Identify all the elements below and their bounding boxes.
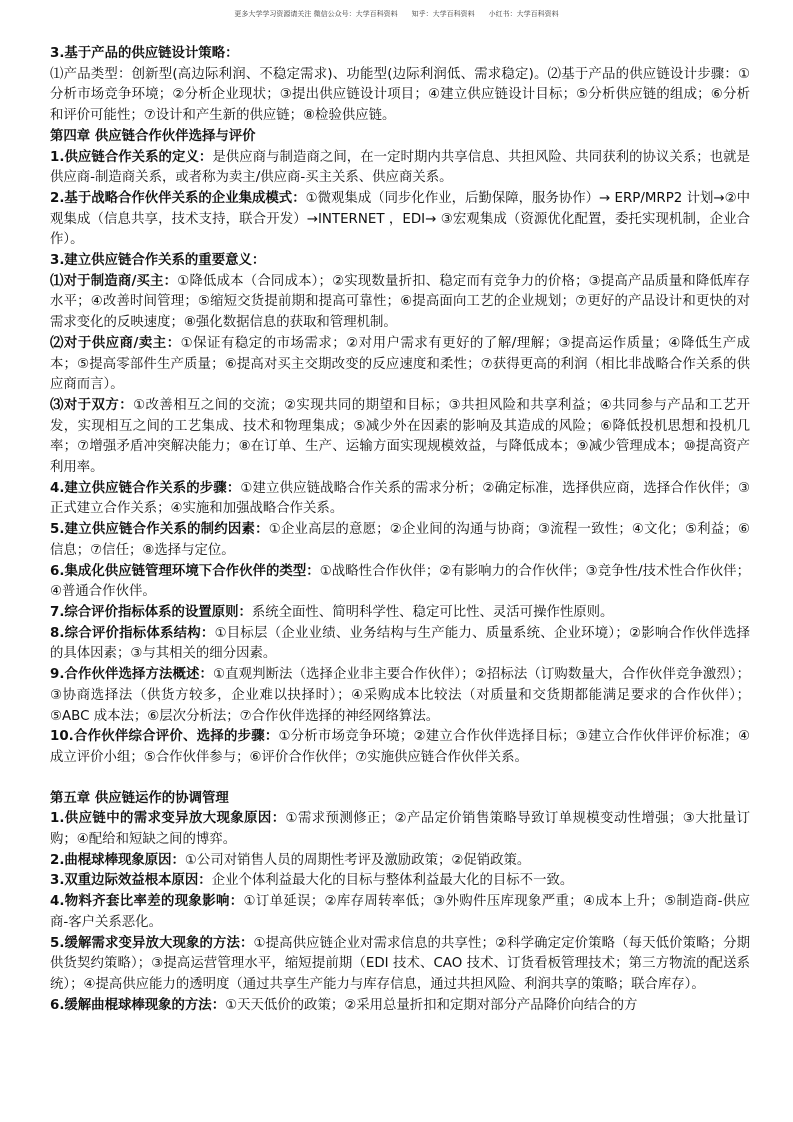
body-text: ①降低成本（合同成本）；②实现数量折扣、稳定而有竞争力的价格；③提高产品质量和降低库存水平；④改善时间管理；⑤缩短交货提前期和提高可靠性；⑥提高面向工艺的企业规划；⑦更好的产品设计和更快的对需求变化的反映速度；⑧强化数据信息的获取和管理机制。	[50, 273, 751, 331]
document-body	[50, 44, 750, 1016]
paragraph-2	[50, 65, 750, 127]
paragraph-23	[50, 934, 750, 996]
paragraph-13	[50, 603, 750, 624]
paragraph-1	[50, 44, 750, 65]
heading: 4.建立供应链合作关系的步骤：	[50, 480, 241, 496]
paragraph-16	[50, 727, 750, 768]
paragraph-4	[50, 148, 750, 189]
paragraph-7	[50, 272, 750, 334]
heading: 6.集成化供应链管理环境下合作伙伴的类型：	[50, 563, 320, 579]
heading: 7.综合评价指标体系的设置原则：	[50, 604, 252, 620]
heading: 5.建立供应链合作关系的制约因素：	[50, 522, 269, 538]
heading: ⑵对于供应商/卖主：	[50, 335, 181, 351]
heading: 2.基于战略合作伙伴关系的企业集成模式：	[50, 190, 306, 206]
paragraph-14	[50, 624, 750, 665]
body-text: ①企业高层的意愿；②企业间的沟通与协商；③流程一致性；④文化；⑤利益；⑥信息；⑦信任；⑧选择与定位。	[50, 522, 751, 558]
section-gap	[50, 769, 750, 789]
heading: 1.供应链中的需求变异放大现象原因：	[50, 811, 286, 827]
paragraph-22	[50, 892, 750, 933]
heading: 1.供应链合作关系的定义：	[50, 149, 213, 165]
body-text: ①天天低价的政策；②采用总量折扣和定期对部分产品降价向结合的方	[225, 997, 638, 1013]
body-text: ⑴产品类型：创新型(高边际利润、不稳定需求)、功能型(边际利润低、需求稳定)。⑵基于产品的供应链设计步骤：①分析市场竞争环境；②分析企业现状；③提出供应链设计项目；④建立供应链设计目标；⑤分析供应链的组成；⑥分析和评价可能性；⑦设计和产生新的供应链；⑧检验供应链。	[50, 66, 750, 124]
heading: 6.缓解曲棍球棒现象的方法：	[50, 997, 226, 1013]
body-text: 是供应商与制造商之间，在一定时期内共享信息、共担风险、共同获利的协议关系；也就是供应商-制造商关系，或者称为卖主/供应商-买主关系、供应商关系。	[50, 149, 751, 186]
paragraph-15	[50, 665, 750, 727]
paragraph-24	[50, 996, 750, 1017]
paragraph-21	[50, 871, 750, 892]
page-header: 更多大学学习资源请关注 微信公众号：大学百科资料 知乎：大学百科资料 小红书：大学百科资料	[234, 10, 559, 18]
body-text: ①直观判断法（选择企业非主要合作伙伴）；②招标法（订购数量大，合作伙伴竞争激烈）；③协商选择法（供货方较多，企业难以抉择时）；④采购成本比较法（对质量和交货期都能满足要求的合作伙伴）；⑤ABC 成本法；⑥层次分析法；⑦合作伙伴选择的神经网络算法。	[50, 667, 751, 724]
body-text: ①建立供应链战略合作关系的需求分析；②确定标准，选择供应商，选择合作伙伴；③正式建立合作关系；④实施和加强战略合作关系。	[50, 480, 750, 517]
heading: 10.合作伙伴综合评价、选择的步骤：	[50, 729, 279, 745]
heading: ⑶对于双方：	[50, 397, 134, 413]
paragraph-9	[50, 396, 750, 479]
paragraph-11	[50, 520, 750, 561]
body-text: ①需求预测修正；②产品定价销售策略导致订单规模变动性增强；③大批量订购；④配给和短缺之间的博弈。	[50, 811, 750, 848]
heading: 4.物料齐套比率差的现象影响：	[50, 894, 244, 910]
body-text: ①提高供应链企业对需求信息的共享性；②科学确定定价策略（每天低价策略；分期供货契约策略）；③提高运营管理水平，缩短提前期（EDI 技术、CAO 技术、订货看板管理技术；第三方物流的配送系统）；④提高供应能力的透明度（通过共享生产能力与库存信息，通过共担风险、利润共享的策略；联合库存）。	[50, 935, 751, 992]
body-text: 系统全面性、简明科学性、稳定可比性、灵活可操作性原则。	[251, 604, 614, 620]
body-text: 企业个体利益最大化的目标与整体利益最大化的目标不一致。	[211, 873, 574, 889]
heading: 3.基于产品的供应链设计策略：	[50, 46, 239, 61]
paragraph-20	[50, 851, 750, 872]
body-text: ①保证有稳定的市场需求；②对用户需求有更好的了解/理解；③提高运作质量；④降低生产成本；⑤提高零部件生产质量；⑥提高对买主交期改变的反应速度和柔性；⑦获得更高的利润（相比非战略合作关系的供应商而言）。	[50, 335, 750, 393]
body-text: ①改善相互之间的交流；②实现共同的期望和目标；③共担风险和共享利益；④共同参与产品和工艺开发，实现相互之间的工艺集成、技术和物理集成；⑤减少外在因素的影响及其造成的风险；⑥降低投机思想和投机几率；⑦增强矛盾冲突解决能力；⑧在订单、生产、运输方面实现规模效益，与降低成本；⑨减少管理成本；⑩提高资产利用率。	[50, 397, 751, 476]
body-text: ①微观集成（同步化作业，后勤保障，服务协作）→ ERP/MRP2 计划→②中观集成（信息共享，技术支持，联合开发）→INTERNET ，EDI→ ③宏观集成（资源优化配置，委托实现机制，企业合作）。	[50, 190, 750, 248]
paragraph-10	[50, 479, 750, 520]
chapter-4-title: 第四章 供应链合作伙伴选择与评价	[50, 128, 256, 144]
paragraph-12	[50, 562, 750, 603]
chapter-5-title: 第五章 供应链运作的协调管理	[50, 790, 229, 806]
body-text: ①公司对销售人员的周期性考评及激励政策；②促销政策。	[184, 852, 531, 868]
paragraph-6	[50, 251, 750, 272]
heading: 3.建立供应链合作关系的重要意义：	[50, 253, 266, 269]
paragraph-8	[50, 334, 750, 396]
heading: 5.缓解需求变异放大现象的方法：	[50, 935, 254, 951]
heading: ⑴对于制造商/买主：	[50, 273, 178, 289]
heading: 2.曲棍球棒现象原因：	[50, 852, 185, 868]
paragraph-5	[50, 189, 750, 251]
heading: 9.合作伙伴选择方法概述：	[50, 667, 213, 683]
paragraph-19	[50, 809, 750, 850]
body-text: ①分析市场竞争环境；②建立合作伙伴选择目标；③建立合作伙伴评价标准；④成立评价小组；⑤合作伙伴参与；⑥评价合作伙伴；⑦实施供应链合作伙伴关系。	[50, 729, 750, 765]
heading: 3.双重边际效益根本原因：	[50, 873, 212, 889]
body-text: ①战略性合作伙伴；②有影响力的合作伙伴；③竞争性/技术性合作伙伴；④普通合作伙伴。	[50, 563, 750, 600]
heading: 8.综合评价指标体系结构：	[50, 625, 215, 641]
body-text: ①目标层（企业业绩、业务结构与生产能力、质量系统、企业环境）；②影响合作伙伴选择的具体因素；③与其相关的细分因素。	[50, 625, 750, 662]
body-text: ①订单延误；②库存周转率低；③外购件压库现象严重；④成本上升；⑤制造商-供应商-客户关系恶化。	[50, 894, 750, 930]
